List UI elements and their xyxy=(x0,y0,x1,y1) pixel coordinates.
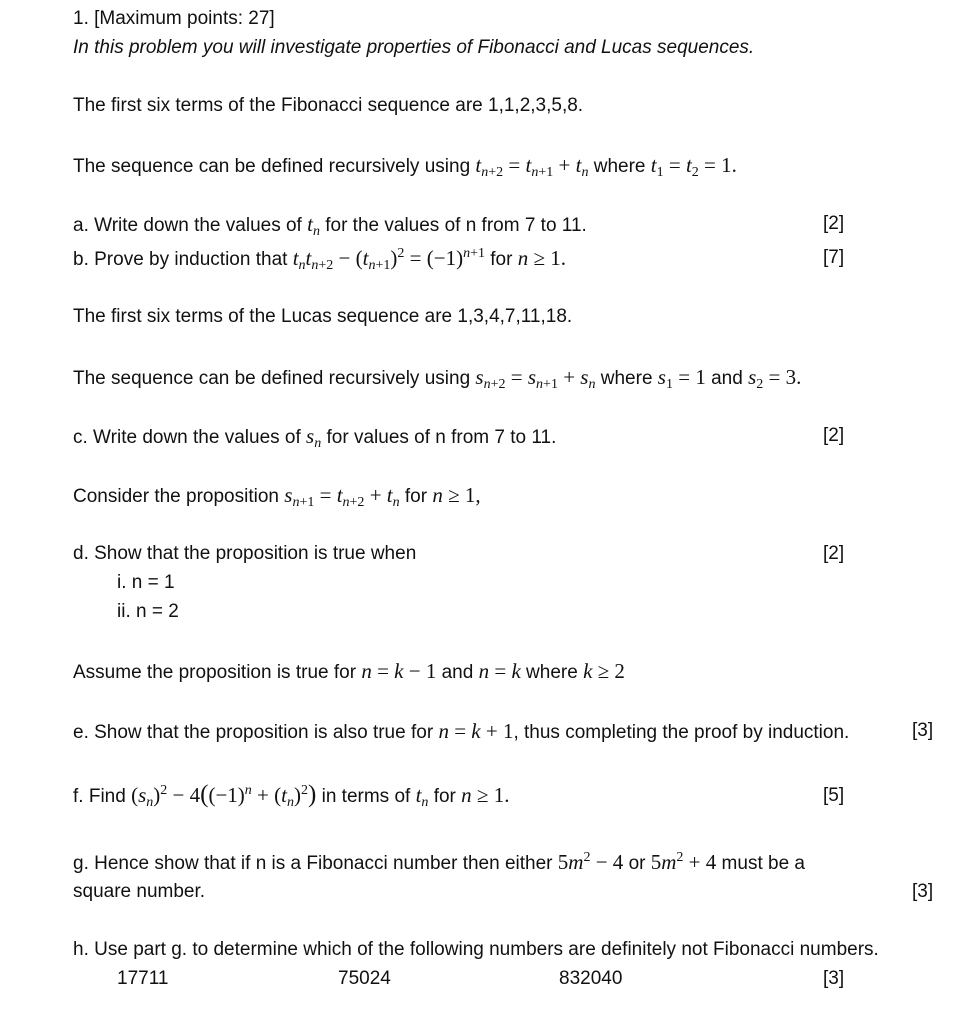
question-header: 1. [Maximum points: 27] xyxy=(73,8,275,29)
part-f-expression: $(s_n)^2 - 4((-1)^n + (t_n)^2)$ xyxy=(131,781,317,810)
lucas-recurrence-formula: $s_{n+2} = s_{n+1} + s_n$ xyxy=(475,365,596,392)
fibonacci-definition: The sequence can be defined recursively using $t_{n+2} = t_{n+1} + t_n$ where $t_1 = t_2 = 1$. xyxy=(73,153,737,180)
part-g-marks: [3] xyxy=(912,881,934,902)
fibonacci-first-terms: The first six terms of the Fibonacci sequence are 1,1,2,3,5,8. xyxy=(73,95,584,116)
part-c-marks: [2] xyxy=(823,425,845,446)
part-e-marks: [3] xyxy=(912,720,934,741)
part-a: a. Write down the values of $t_n$ for the values of n from 7 to 11. xyxy=(73,212,587,239)
candidate-number: 17711 xyxy=(117,968,169,989)
proposition-formula: $s_{n+1} = t_{n+2} + t_n$ xyxy=(284,483,400,510)
part-d-ii: ii. n = 2 xyxy=(117,601,179,622)
part-h: h. Use part g. to determine which of the following numbers are definitely not Fibonacci numbers. xyxy=(73,939,879,960)
candidate-number: 832040 xyxy=(559,968,623,989)
part-a-marks: [2] xyxy=(823,213,845,234)
induction-identity-formula: $t_nt_{n+2} - (t_{n+1})^2 = (-1)^{n+1}$ xyxy=(292,246,485,273)
part-f-marks: [5] xyxy=(823,785,845,806)
assumption: Assume the proposition is true for n = k − 1 and n = k where k ≥ 2 xyxy=(73,659,625,683)
part-f: f. Find $(s_n)^2 - 4((-1)^n + (t_n)^2)$ in terms of $t_n$ for n ≥ 1. xyxy=(73,781,510,810)
fibonacci-initial-values: $t_1 = t_2 = 1$. xyxy=(650,153,737,180)
fibonacci-recurrence-formula: $t_{n+2} = t_{n+1} + t_n$ xyxy=(475,153,589,180)
part-b: b. Prove by induction that $t_nt_{n+2} - (t_{n+1})^2 = (-1)^{n+1}$ for n ≥ 1. xyxy=(73,246,567,273)
part-d-i: i. n = 1 xyxy=(117,572,175,593)
lucas-definition: The sequence can be defined recursively using $s_{n+2} = s_{n+1} + s_n$ where $s_1 = 1$ and $s_2 = 3$. xyxy=(73,365,802,392)
part-d-marks: [2] xyxy=(823,543,845,564)
part-g-continued: square number. xyxy=(73,881,206,902)
part-h-marks: [3] xyxy=(823,968,845,989)
part-e: e. Show that the proposition is also true for n = k + 1, thus completing the proof by induction. xyxy=(73,719,850,743)
part-d: d. Show that the proposition is true when xyxy=(73,543,417,564)
lucas-first-terms: The first six terms of the Lucas sequence are 1,3,4,7,11,18. xyxy=(73,306,573,327)
candidate-number: 75024 xyxy=(338,968,391,989)
part-g: g. Hence show that if n is a Fibonacci number then either $5m^2 - 4$ or $5m^2 + 4$ must be a xyxy=(73,850,805,874)
proposition: Consider the proposition $s_{n+1} = t_{n+2} + t_n$ for n ≥ 1, xyxy=(73,483,481,510)
part-c: c. Write down the values of $s_n$ for values of n from 7 to 11. xyxy=(73,424,557,451)
problem-intro: In this problem you will investigate properties of Fibonacci and Lucas sequences. xyxy=(73,37,755,58)
part-b-marks: [7] xyxy=(823,247,845,268)
